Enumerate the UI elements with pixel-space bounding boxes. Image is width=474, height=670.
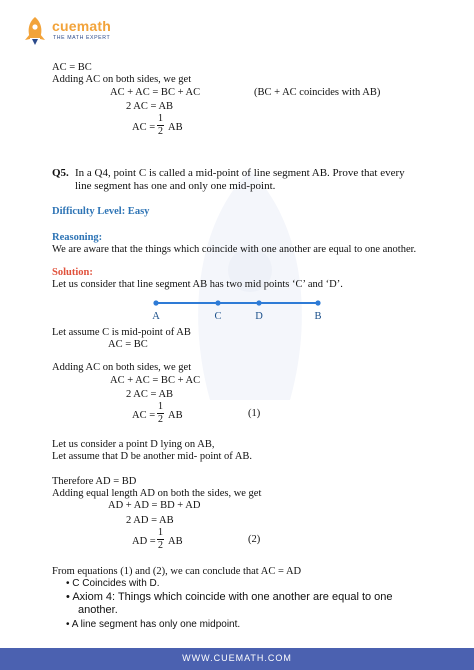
top-eq-5: AC = <box>132 122 156 133</box>
point-d-label: D <box>255 311 263 322</box>
sol-eq-1: AC = BC <box>108 339 148 350</box>
consider-d: Let us consider a point D lying on AB, <box>52 439 215 450</box>
reasoning-text: We are aware that the things which coincide with one another are equal to one another. <box>52 244 417 255</box>
top-eq-5-tail: AB <box>168 122 183 133</box>
top-eq-1: AC = BC <box>52 62 92 73</box>
ad-eq-3: AD = <box>132 536 156 547</box>
point-b-label: B <box>314 311 322 322</box>
brand-tagline: THE MATH EXPERT <box>53 35 111 41</box>
bullet-2: • Axiom 4: Things which coincide with one another are equal to one <box>66 591 393 603</box>
point-a-dot <box>153 300 158 305</box>
question-line-2: line segment has one and only one mid-point. <box>75 180 276 192</box>
point-d-dot <box>256 300 261 305</box>
reasoning-heading: Reasoning: <box>52 232 103 243</box>
sol-eq-3: AC + AC = BC + AC <box>110 375 201 386</box>
equation-label-1: (1) <box>248 408 261 419</box>
solution-intro: Let us consider that line segment AB has two mid points ‘C’ and ‘D’. <box>52 279 343 290</box>
ad-fraction: 1 2 <box>158 527 163 551</box>
bullet-1: • C Coincides with D. <box>66 578 160 589</box>
bullet-3: • A line segment has only one midpoint. <box>66 619 241 630</box>
top-eq-4: 2 AC = AB <box>126 101 174 112</box>
conclusion: From equations (1) and (2), we can conclude that AC = AD <box>52 566 302 577</box>
sol-eq-5-tail: AB <box>168 410 183 421</box>
brand-name: cuemath <box>52 18 111 34</box>
assume-d: Let assume that D be another mid- point of AB. <box>52 451 253 462</box>
point-c-dot <box>215 300 220 305</box>
adding-ad: Adding equal length AD on both the sides, we get <box>52 488 262 499</box>
ad-eq-3-tail: AB <box>168 536 183 547</box>
footer-bar <box>0 648 474 670</box>
top-eq-3: AC + AC = BC + AC <box>110 87 201 98</box>
sol-fraction: 1 2 <box>158 401 163 425</box>
point-a-label: A <box>152 311 160 322</box>
ad-eq-2: 2 AD = AB <box>126 515 174 526</box>
sol-eq-4: 2 AC = AB <box>126 389 174 400</box>
question-number: Q5. <box>52 167 69 179</box>
point-c-label: C <box>214 311 222 322</box>
therefore-ad-bd: Therefore AD = BD <box>52 476 137 487</box>
sol-line-2: Adding AC on both sides, we get <box>52 362 192 373</box>
solution-heading: Solution: <box>52 267 93 278</box>
top-fraction: 1 2 <box>158 113 163 137</box>
top-line-2: Adding AC on both sides, we get <box>52 74 192 85</box>
sol-eq-5: AC = <box>132 410 156 421</box>
bullet-2-continued: another. <box>78 604 118 616</box>
line-segment-diagram <box>140 292 340 322</box>
point-b-dot <box>315 300 320 305</box>
top-note: (BC + AC coincides with AB) <box>254 87 381 98</box>
footer-url[interactable]: WWW.CUEMATH.COM <box>182 653 292 663</box>
question-line-1: In a Q4, point C is called a mid-point of line segment AB. Prove that every <box>75 167 405 179</box>
equation-label-2: (2) <box>248 534 261 545</box>
rocket-logo-icon <box>22 16 48 46</box>
ad-eq-1: AD + AD = BD + AD <box>108 500 201 511</box>
difficulty-level: Difficulty Level: Easy <box>52 206 150 217</box>
assume-c: Let assume C is mid-point of AB <box>52 327 191 338</box>
